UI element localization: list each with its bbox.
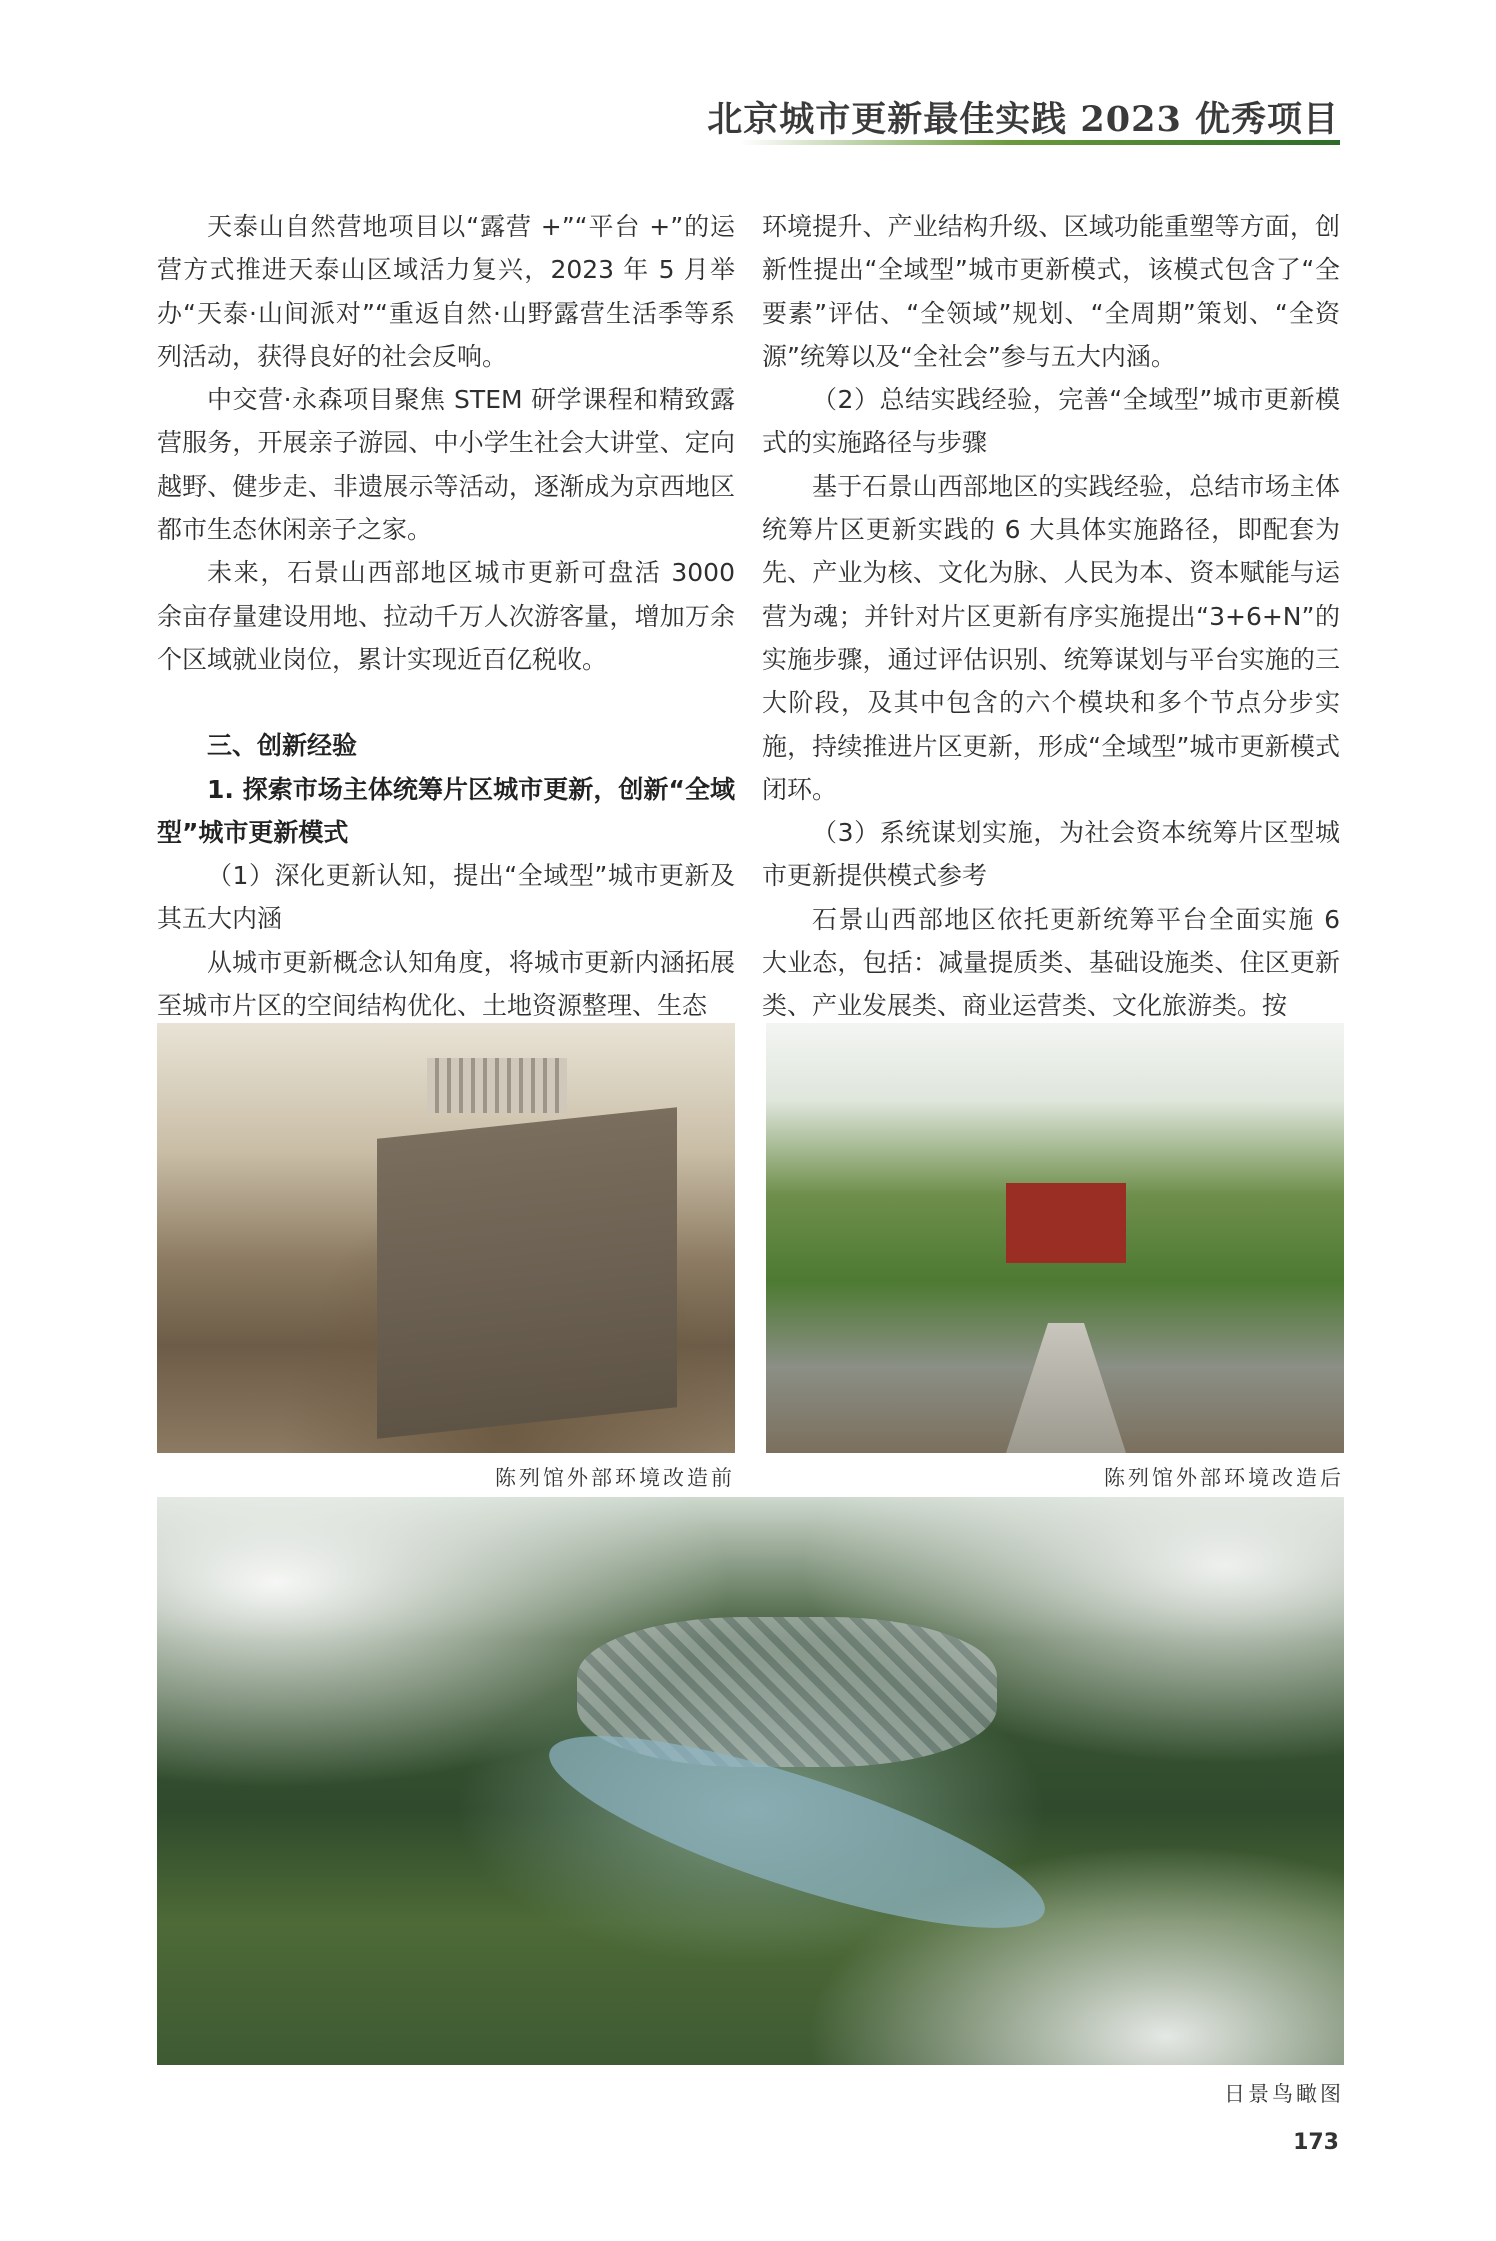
red-gate-building bbox=[1006, 1183, 1126, 1263]
header-rule bbox=[740, 140, 1340, 145]
page-number: 173 bbox=[1293, 2130, 1339, 2155]
subsection-heading: 1. 探索市场主体统筹片区城市更新，创新“全域型”城市更新模式 bbox=[157, 774, 735, 847]
courtyard-path bbox=[1006, 1323, 1126, 1453]
paragraph: 石景山西部地区依托更新统筹平台全面实施 6 大业态，包括：减量提质类、基础设施类、住区更新类、产业发展类、商业运营类、文化旅游类。按 bbox=[762, 904, 1340, 1021]
photo-before-renovation bbox=[157, 1023, 735, 1453]
aerial-photo-caption: 日景鸟瞰图 bbox=[1224, 2082, 1344, 2106]
paragraph: （1）深化更新认知，提出“全域型”城市更新及其五大内涵 bbox=[157, 861, 735, 934]
paragraph-continued: 环境提升、产业结构升级、区域功能重塑等方面，创新性提出“全域型”城市更新模式，该模式包含了“全要素”评估、“全领域”规划、“全周期”策划、“全资源”统筹以及“全社会”参与五大内涵。 bbox=[762, 212, 1340, 371]
paragraph: 天泰山自然营地项目以“露营 +”“平台 +”的运营方式推进天泰山区域活力复兴，2023 年 5 月举办“天泰·山间派对”“重返自然·山野露营生活季等系列活动，获得良好的社会反响。 bbox=[157, 212, 735, 371]
paragraph: 从城市更新概念认知角度，将城市更新内涵拓展至城市片区的空间结构优化、土地资源整理、生态 bbox=[157, 947, 735, 1021]
running-header-title: 北京城市更新最佳实践 2023 优秀项目 bbox=[707, 99, 1339, 140]
paragraph: 中交营·永森项目聚焦 STEM 研学课程和精致露营服务，开展亲子游园、中小学生社会大讲堂、定向越野、健步走、非遗展示等活动，逐渐成为京西地区都市生态休闲亲子之家。 bbox=[157, 385, 735, 545]
aerial-view-photo bbox=[157, 1497, 1344, 2065]
paragraph: （3）系统谋划实施，为社会资本统筹片区型城市更新提供模式参考 bbox=[762, 818, 1340, 891]
paragraph: 基于石景山西部地区的实践经验，总结市场主体统筹片区更新实践的 6 大具体实施路径，即配套为先、产业为核、文化为脉、人民为本、资本赋能与运营为魂；并针对片区更新有序实施提出“3+6+N”的实施步骤，通过评估识别、统筹谋划与平台实施的三大阶段，及其中包含的六个模块和多个节点分步实施，持续推进片区更新，形成“全域型”城市更新模式闭环。 bbox=[762, 471, 1340, 804]
photo-after-renovation bbox=[766, 1023, 1344, 1453]
paragraph: 未来，石景山西部地区城市更新可盘活 3000 余亩存量建设用地、拉动千万人次游客量，增加万余个区域就业岗位，累计实现近百亿税收。 bbox=[157, 558, 735, 674]
paragraph: （2）总结实践经验，完善“全域型”城市更新模式的实施路径与步骤 bbox=[762, 385, 1340, 458]
old-building-wall bbox=[377, 1107, 677, 1439]
right-text-column bbox=[762, 205, 1340, 1028]
solar-water-heater bbox=[427, 1058, 567, 1113]
left-text-column bbox=[157, 205, 735, 1027]
photo-before-caption: 陈列馆外部环境改造前 bbox=[495, 1466, 735, 1490]
photo-after-caption: 陈列馆外部环境改造后 bbox=[1104, 1466, 1344, 1490]
section-heading: 三、创新经验 bbox=[207, 731, 358, 761]
